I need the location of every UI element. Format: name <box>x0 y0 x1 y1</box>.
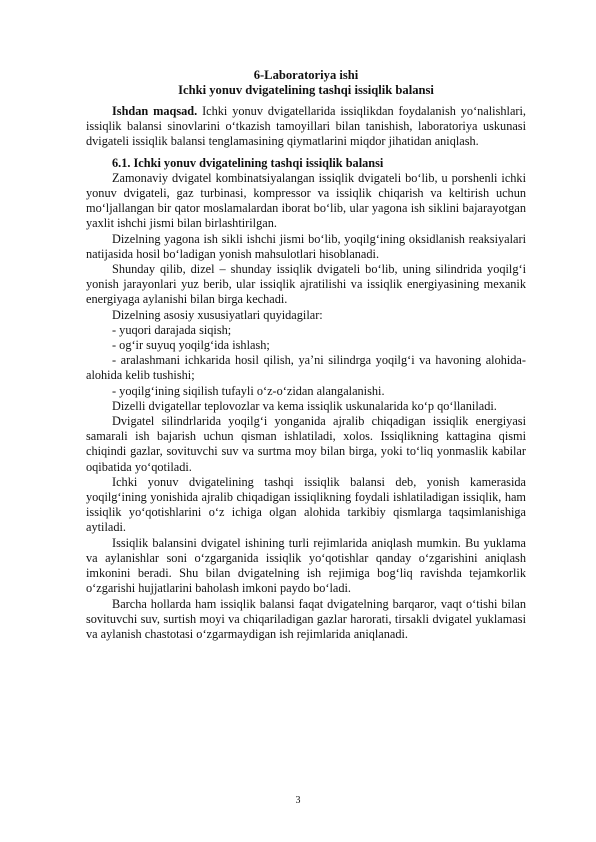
body-paragraph: Zamonaviy dvigatel kombinatsiyalangan issiqlik dvigateli bo‘lib, u porshenli ichki yonuv dvigateli, gaz turbinasi, kompressor va issiqlik chiqarish va keltirish uchun mo‘ljallangan bir qator moslamalardan iborat bo‘lib, ular yagona ish siklini bajarayotgan yaxlit ishchi jismi bilan birlashtirilgan. <box>86 170 526 231</box>
aim-text: Ichki yonuv dvigatellarida issiqlikdan foydalanish yo‘nalishlari, issiqlik balansi sinovlarini o‘tkazish tamoyillari bilan tanishish, laboratoriya uskunasi dvigateli issiqlik balansi tenglamasining qiymatlarini miqdor jihatidan aniqlash. <box>86 104 526 149</box>
page-number: 3 <box>295 795 301 806</box>
list-item: - yoqilg‘ining siqilish tufayli o‘z-o‘zidan alangalanishi. <box>112 383 385 398</box>
section-heading: 6.1. Ichki yonuv dvigatelining tashqi issiqlik balansi <box>112 155 384 170</box>
body-paragraph: Ichki yonuv dvigatelining tashqi issiqlik balansi deb, yonish kamerasida yoqilg‘ining yonishida ajralib chiqadigan issiqlikning foydali ishlatiladigan issiqlik, ham issiqlik yo‘qotishlarini o‘z ichiga olgan alohida tarkibiy qismlarga taqsimlanishiga aytiladi. <box>86 474 526 535</box>
body-paragraph: Dizelning asosiy xususiyatlari quyidagilar: <box>112 307 323 322</box>
list-item: - yuqori darajada siqish; <box>112 322 232 337</box>
aim-paragraph <box>86 104 526 150</box>
body-paragraph: Dizelning yagona ish sikli ishchi jismi bo‘lib, yoqilg‘ining oksidlanish reaksiyalari natijasida hosil bo‘ladigan yonish mahsulotlari hisoblanadi. <box>86 231 526 261</box>
body-paragraph: Dizelli dvigatellar teplovozlar va kema issiqlik uskunalarida ko‘p qo‘llaniladi. <box>112 398 497 413</box>
aim-label: Ishdan maqsad. <box>112 104 198 118</box>
body-paragraph: Dvigatel silindrlarida yoqilg‘i yonganida ajralib chiqadigan issiqlik energiyasi samarali ish bajarish uchun qisman ishlatiladi, xolos. Issiqlikning kattagina qismi chiqindi gazlar, sovituvchi suv va surtma moy bilan birga, yoki to‘liq yonmaslik kabilar oqibatida yo‘qotiladi. <box>86 414 526 474</box>
list-item: - aralashmani ichkarida hosil qilish, ya’ni silindrga yoqilg‘i va havoning alohida-alohida kelib tushishi; <box>86 353 526 383</box>
list-item: - og‘ir suyuq yoqilg‘ida ishlash; <box>112 338 270 353</box>
document-subtitle: Ichki yonuv dvigatelining tashqi issiqlik balansi <box>178 83 434 97</box>
lab-title: 6-Laboratoriya ishi <box>253 68 359 82</box>
body-paragraph: Shunday qilib, dizel – shunday issiqlik dvigateli bo‘lib, uning silindrida yoqilg‘i yonish jarayonlari yuz berib, ular issiqlik ajratilishi va issiqlik energiyasining mexanik energiyaga aylanishi bilan birga kechadi. <box>86 262 526 307</box>
document-page <box>86 68 526 642</box>
body-paragraph: Barcha hollarda ham issiqlik balansi faqat dvigatelning barqaror, vaqt o‘tishi bilan sovituvchi suv, surtish moyi va chiqariladigan gazlar harorati, tirsakli dvigatel yuklamasi va aylanish chastotasi o‘zgarmaydigan ish rejimlarida aniqlanadi. <box>86 596 526 641</box>
body-paragraph: Issiqlik balansini dvigatel ishining turli rejimlarida aniqlash mumkin. Bu yuklama va aylanishlar soni o‘zgarganida issiqlik yo‘qotishlar qanday o‘zgarishini aniqlash imkonini beradi. Shu bilan dvigatelning ish rejimiga bog‘liq ravishda tejamkorlik o‘zgarishi hujjatlarini baholash imkoni paydo bo‘ladi. <box>86 535 526 596</box>
